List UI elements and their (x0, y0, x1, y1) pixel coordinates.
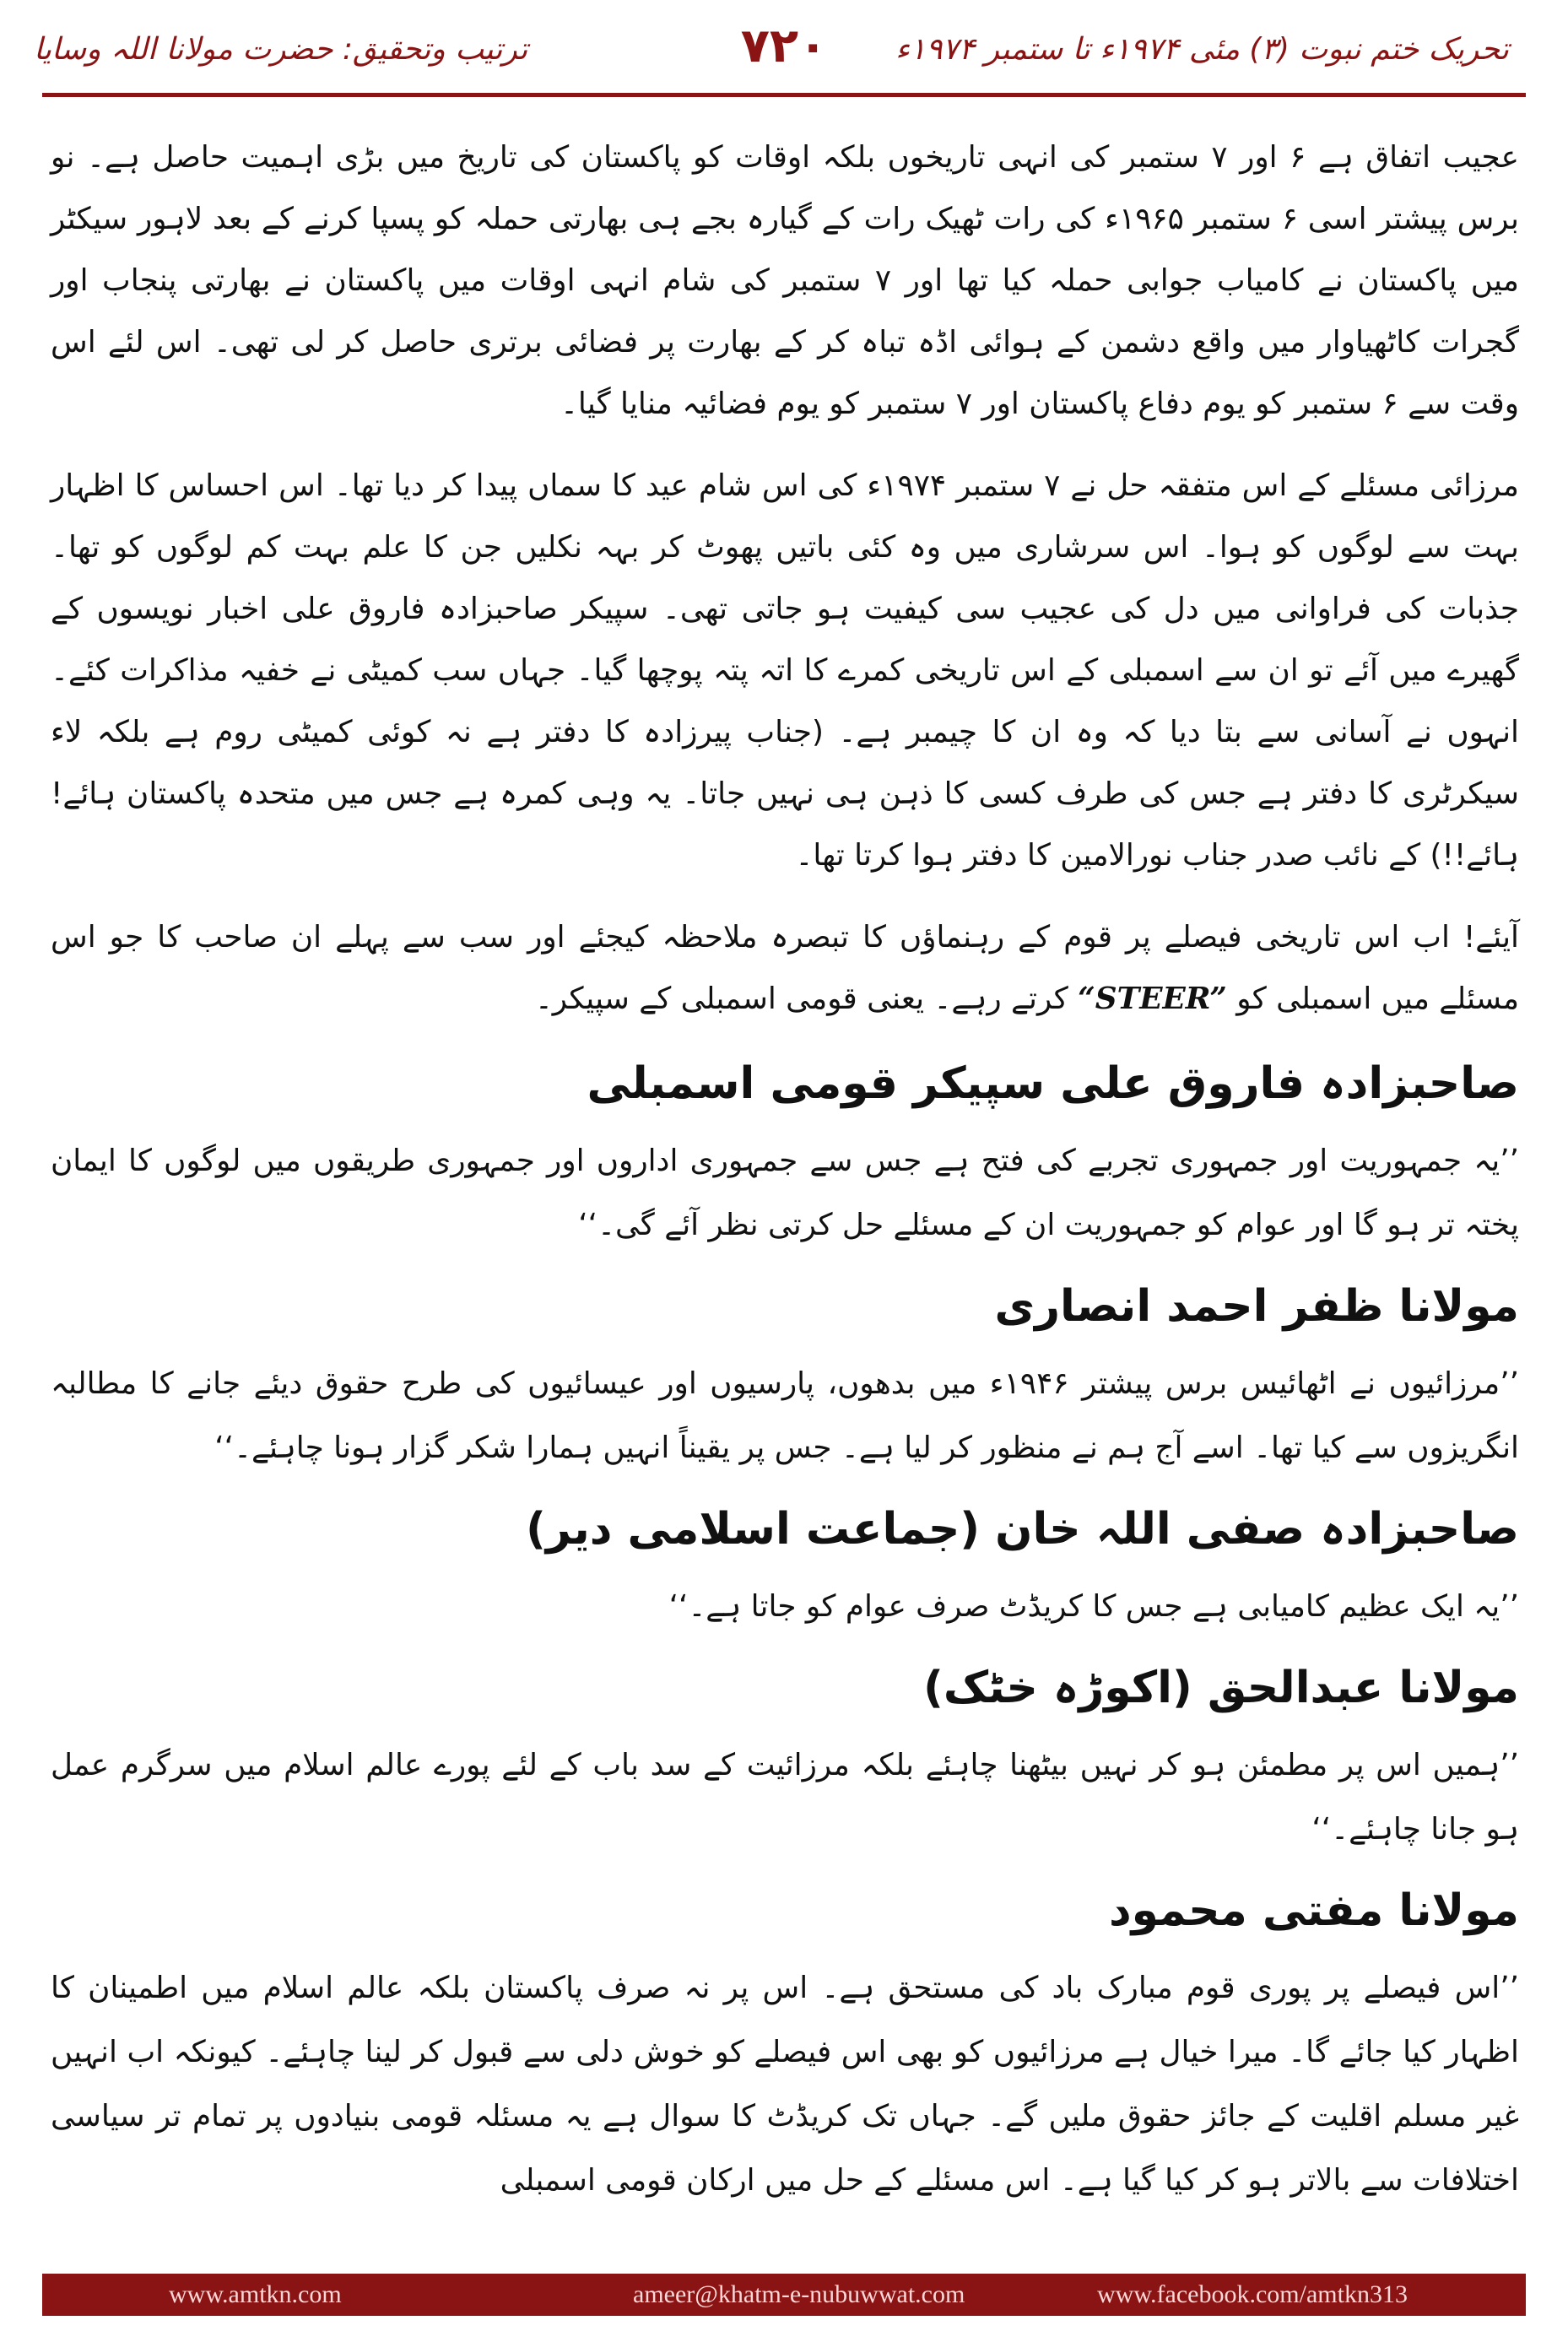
section-quote: ’’اس فیصلے پر پوری قوم مبارک باد کی مستحق ہے۔ اس پر نہ صرف پاکستان بلکہ عالم اسلام میں اطمینان کا اظہار کیا جائے گا۔ میرا خیال ہے مرزائیوں کو بھی اس فیصلے کو خوش دلی سے قبول کر لینا چاہئے۔ کیونکہ اب انہیں غیر مسلم اقلیت کے جائز حقوق ملیں گے۔ جہاں تک کریڈٹ کا سوال ہے یہ مسئلہ قومی بنیادوں پر تمام تر سیاسی اختلافات سے بالاتر ہو کر کیا گیا ہے۔ اس مسئلے کے حل میں ارکان قومی اسمبلی (51, 1971, 1519, 2198)
section-quote: ’’یہ ایک عظیم کامیابی ہے جس کا کریڈٹ صرف عوام کو جاتا ہے۔‘‘ (668, 1589, 1519, 1624)
paragraph-1: عجیب اتفاق ہے ۶ اور ۷ ستمبر کی انہی تاریخوں بلکہ اوقات کو پاکستان کی تاریخ میں بڑی اہمیت حاصل ہے۔ نو برس پیشتر اسی ۶ ستمبر ۱۹۶۵ء کی رات ٹھیک رات کے گیارہ بجے ہی بھارتی حملہ کو پسپا کرنے کے بعد لاہور سیکٹر میں پاکستان نے کامیاب جوابی حملہ کیا تھا اور ۷ ستمبر کی شام انہی اوقات میں پاکستان نے بھارتی پنجاب اور گجرات کاٹھیاوار میں واقع دشمن کے ہوائی اڈہ تباہ کر کے بھارت پر فضائی برتری حاصل کر لی تھی۔ اس لئے اس وقت سے ۶ ستمبر کو یوم دفاع پاکستان اور ۷ ستمبر کو یوم فضائیہ منایا گیا۔ (51, 140, 1520, 421)
header-divider (42, 93, 1526, 97)
page-body (51, 127, 1519, 2220)
page-number: ۷۲۰ (740, 19, 828, 73)
section-heading: مولانا عبدالحق (اکوڑہ خٹک) (923, 1663, 1519, 1713)
page-header (0, 0, 1568, 93)
section-heading: صاحبزادہ صفی اللہ خان (جماعت اسلامی دیر) (526, 1504, 1519, 1555)
section-quote: ’’مرزائیوں نے اٹھائیس برس پیشتر ۱۹۴۶ء میں بدھوں، پارسیوں اور عیسائیوں کی طرح حقوق دیئے جانے کا مطالبہ انگریزوں سے کیا تھا۔ اسے آج ہم نے منظور کر لیا ہے۔ جس پر یقیناً انہیں ہمارا شکر گزار ہونا چاہئے۔‘‘ (51, 1366, 1519, 1465)
section-quote: ’’یہ جمہوریت اور جمہوری تجربے کی فتح ہے جس سے جمہوری اداروں اور جمہوری طریقوں میں لوگوں کا ایمان پختہ تر ہو گا اور عوام کو جمہوریت ان کے مسئلے حل کرتی نظر آئے گی۔‘‘ (51, 1144, 1519, 1242)
book-title: تحریک ختم نبوت (۳) مئی ۱۹۷۴ء تا ستمبر ۱۹۷۴ء (895, 32, 1509, 67)
section-heading: مولانا ظفر احمد انصاری (994, 1281, 1519, 1332)
facebook-link[interactable]: www.facebook.com/amtkn313 (1097, 2280, 1408, 2308)
email-link[interactable]: ameer@khatm-e-nubuwwat.com (633, 2280, 965, 2308)
paragraph-3 (51, 906, 1519, 1030)
section-heading: مولانا مفتی محمود (1108, 1885, 1519, 1936)
website-link[interactable]: www.amtkn.com (169, 2280, 342, 2308)
section-quote: ’’ہمیں اس پر مطمئن ہو کر نہیں بیٹھنا چاہئے بلکہ مرزائیت کے سد باب کے لئے پورے عالم اسلام میں سرگرم عمل ہو جانا چاہئے۔‘‘ (51, 1748, 1519, 1847)
paragraph-3-text: آیئے! اب اس تاریخی فیصلے پر قوم کے رہنماؤں کا تبصرہ ملاحظہ کیجئے اور سب سے پہلے ان صاحب کا جو اس مسئلے میں اسمبلی کو (51, 920, 1519, 1016)
compiler-credit: ترتیب وتحقیق: حضرت مولانا اللہ وسایا (34, 32, 528, 67)
paragraph-3-tail: کرتے رہے۔ یعنی قومی اسمبلی کے سپیکر۔ (534, 982, 1079, 1016)
steer-term: “STEER” (1078, 981, 1227, 1016)
page-footer (42, 2274, 1526, 2316)
paragraph-2: مرزائی مسئلے کے اس متفقہ حل نے ۷ ستمبر ۱۹۷۴ء کی اس شام عید کا سماں پیدا کر دیا تھا۔ اس احساس کا اظہار بہت سے لوگوں کو ہوا۔ اس سرشاری میں وہ کئی باتیں پھوٹ کر بہہ نکلیں جن کا علم بہت کم لوگوں کو تھا۔ جذبات کی فراوانی میں دل کی عجیب سی کیفیت ہو جاتی تھی۔ سپیکر صاحبزادہ فاروق علی اخبار نویسوں کے گھیرے میں آئے تو ان سے اسمبلی کے اس تاریخی کمرے کا اتہ پتہ پوچھا گیا۔ جہاں سب کمیٹی نے خفیہ مذاکرات کئے۔ انہوں نے آسانی سے بتا دیا کہ وہ ان کا چیمبر ہے۔ (جناب پیرزادہ کا دفتر ہے نہ کوئی کمیٹی روم ہے بلکہ لاء سیکرٹری کا دفتر ہے جس کی طرف کسی کا ذہن ہی نہیں جاتا۔ یہ وہی کمرہ ہے جس میں متحدہ پاکستان ہائے! ہائے!!) کے نائب صدر جناب نورالامین کا دفتر ہوا کرتا تھا۔ (51, 468, 1519, 873)
section-heading: صاحبزادہ فاروق علی سپیکر قومی اسمبلی (587, 1058, 1519, 1109)
